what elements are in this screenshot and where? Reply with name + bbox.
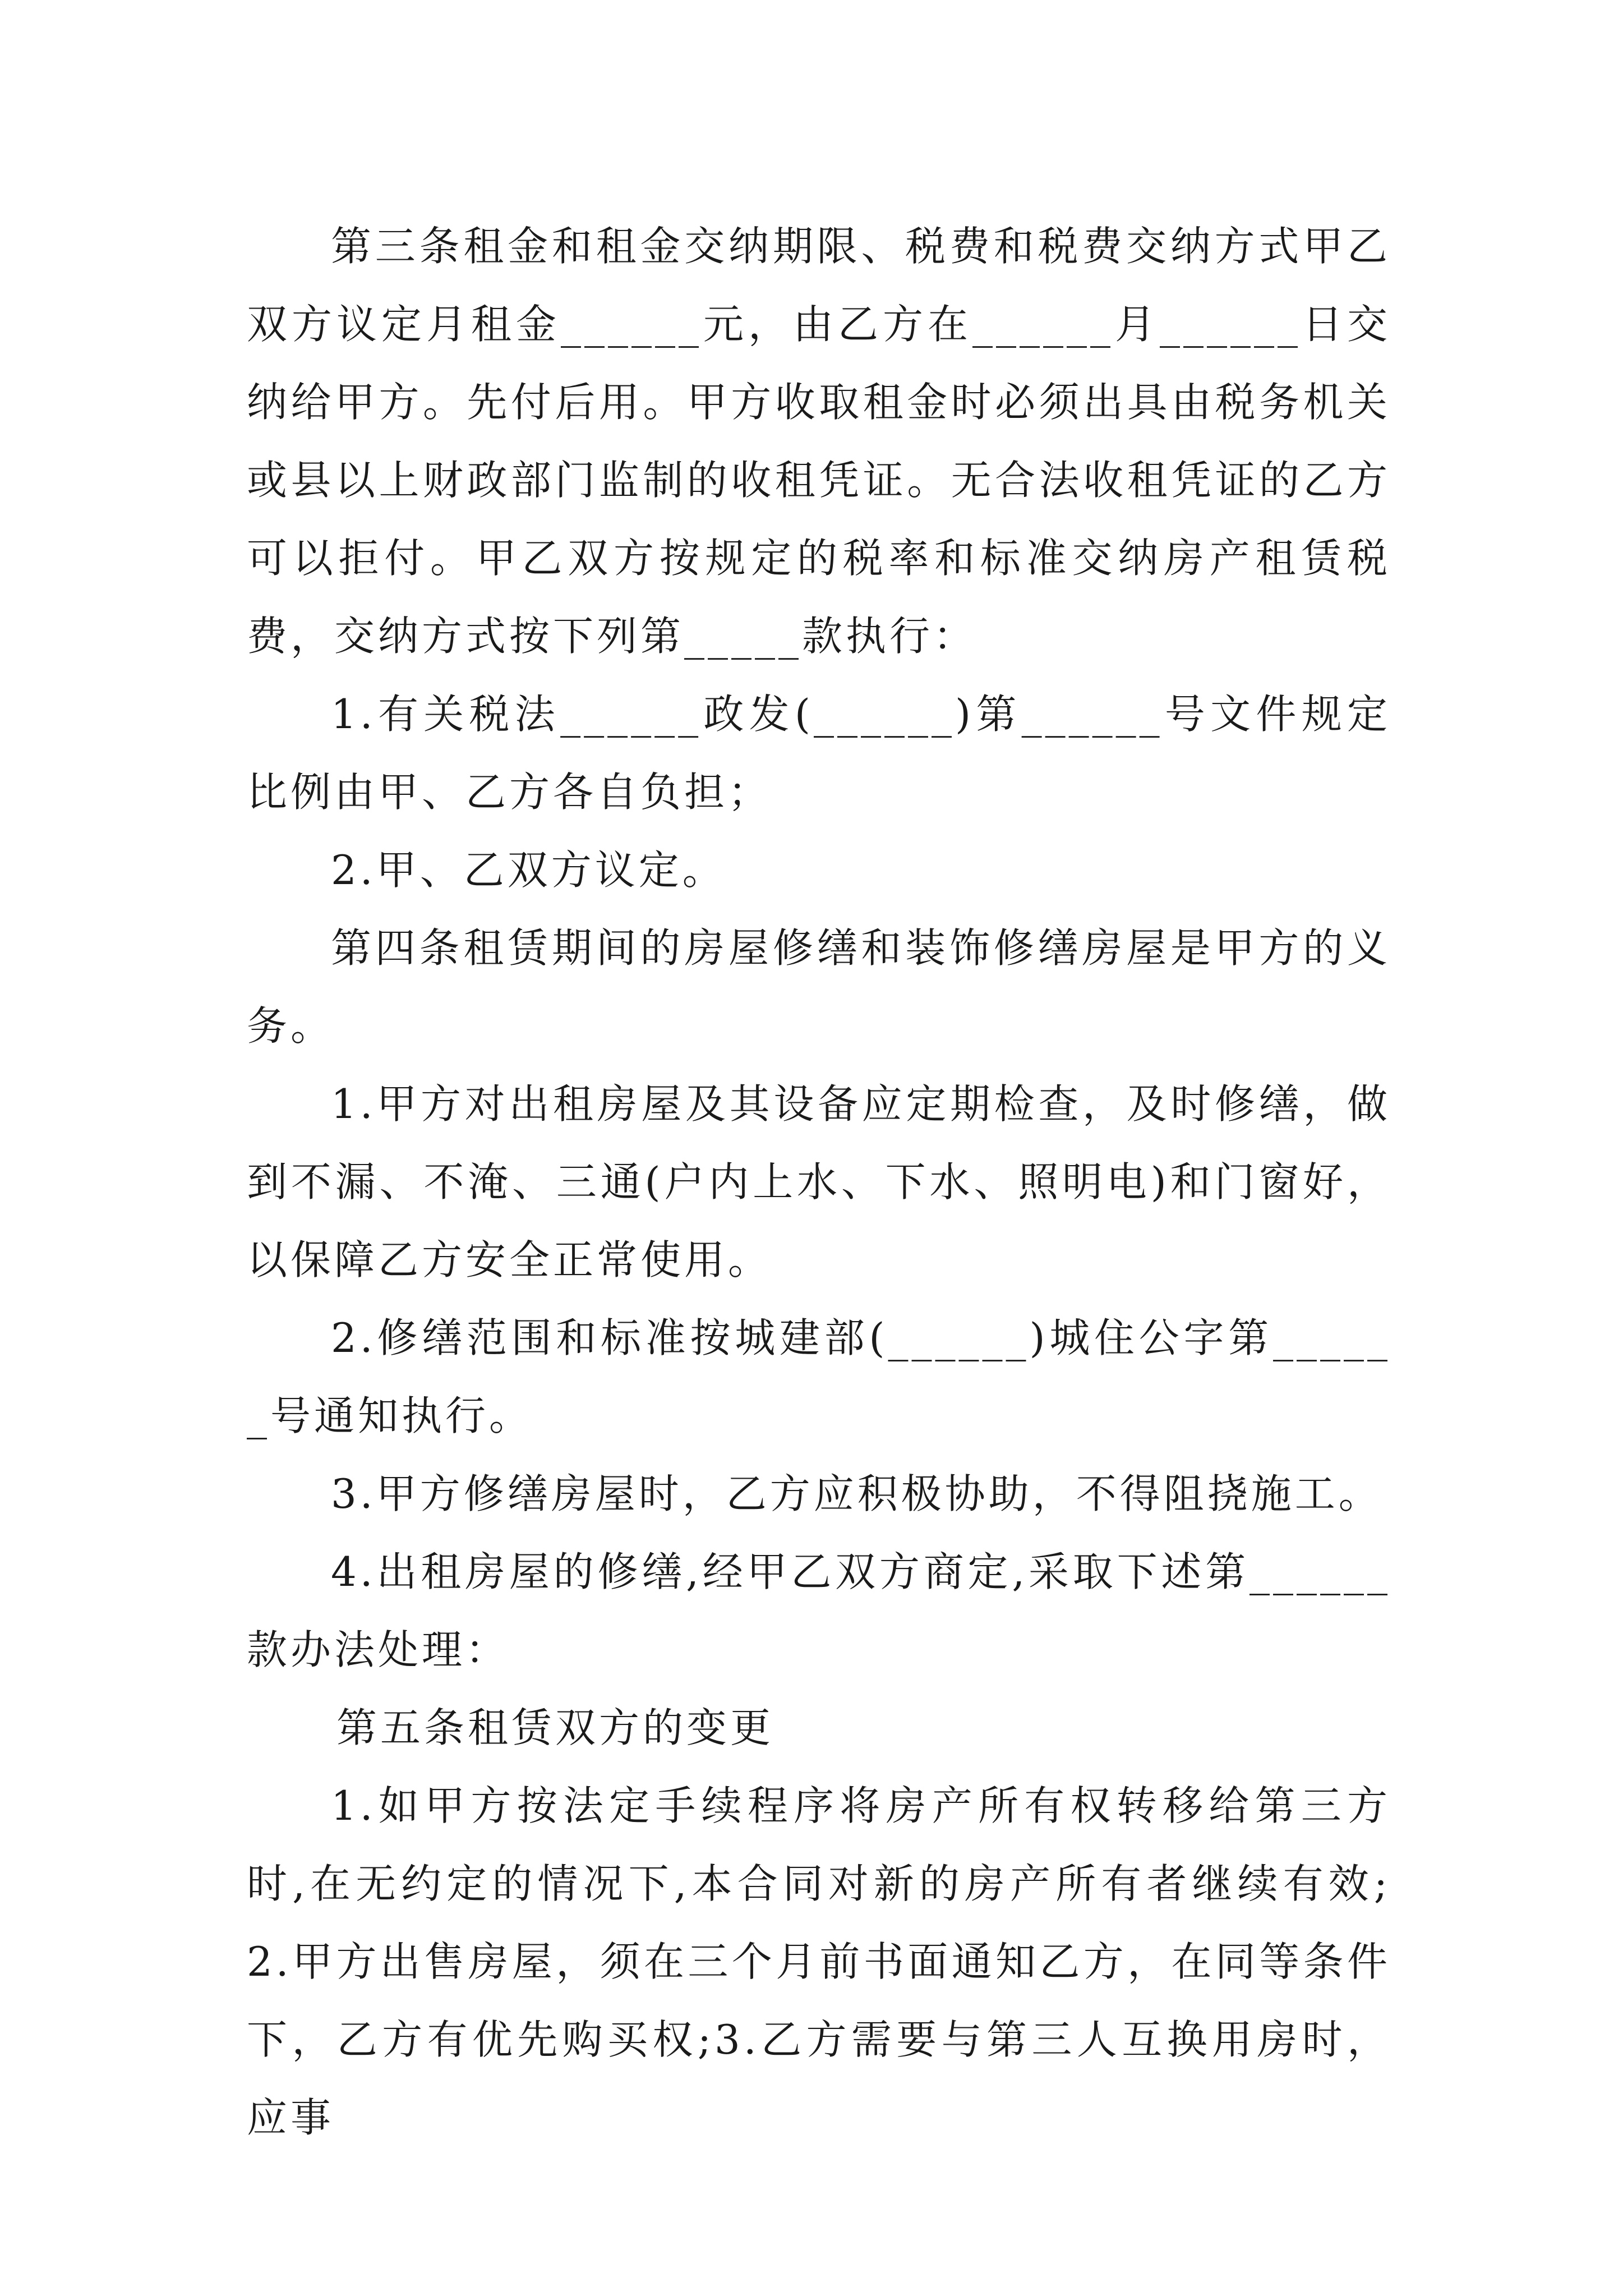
paragraph-article-3-item-2: 2.甲、乙双方议定。 xyxy=(331,846,726,894)
paragraph-article-5-heading: 第五条租赁双方的变更 xyxy=(336,1704,774,1751)
document-page xyxy=(247,208,1391,2157)
paragraph-article-3: 第三条租金和租金交纳期限、税费和税费交纳方式甲乙双方议定月租金______元，由乙方在______月______日交纳给甲方。先付后用。甲方收取租金时必须出具由税务机关或县以上财政部门监制的收租凭证。无合法收租凭证的乙方可以拒付。甲乙双方按规定的税率和标准交纳房产租赁税费，交纳方式按下列第_____款执行： xyxy=(247,223,1391,660)
paragraph-article-4: 第四条租赁期间的房屋修缮和装饰修缮房屋是甲方的义务。 xyxy=(247,924,1391,1050)
paragraph-article-4-item-3: 3.甲方修缮房屋时，乙方应积极协助，不得阻挠施工。 xyxy=(331,1470,1382,1517)
paragraph-article-4-item-1: 1.甲方对出租房屋及其设备应定期检查，及时修缮，做到不漏、不淹、三通(户内上水、下水、照明电)和门窗好，以保障乙方安全正常使用。 xyxy=(247,1080,1391,1283)
paragraph-article-4-item-4: 4.出租房屋的修缮,经甲乙双方商定,采取下述第______款办法处理： xyxy=(247,1548,1391,1673)
paragraph-article-4-item-2: 2.修缮范围和标准按城建部(______)城住公字第______号通知执行。 xyxy=(247,1314,1391,1439)
paragraph-article-5-items: 1.如甲方按法定手续程序将房产所有权转移给第三方时,在无约定的情况下,本合同对新的房产所有者继续有效;2.甲方出售房屋，须在三个月前书面通知乙方，在同等条件下，乙方有优先购买权;3.乙方需要与第三人互换用房时，应事 xyxy=(247,1782,1391,2141)
paragraph-article-3-item-1: 1.有关税法______政发(______)第______号文件规定比例由甲、乙方各自负担； xyxy=(247,691,1391,816)
